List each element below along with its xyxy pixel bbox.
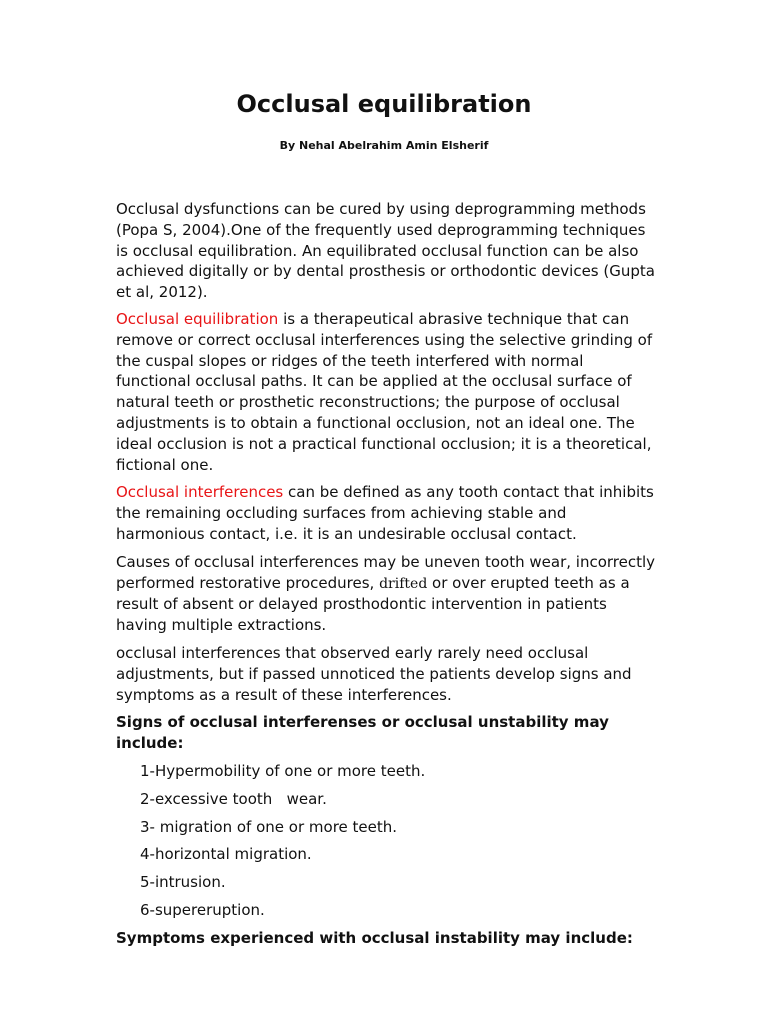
list-item: 1-Hypermobility of one or more teeth. <box>140 761 426 780</box>
document-body <box>116 199 656 956</box>
symptoms-heading: Symptoms experienced with occlusal instability may include: <box>116 928 633 947</box>
definition-text-interferences: can be defined as any tooth contact that inhibits the remaining occluding surfaces from achieving stable and harmonious contact, i.e. it is an undesirable occlusal contact. <box>116 483 654 543</box>
causes-text-end: or over erupted teeth as a result of absent or delayed prosthodontic intervention in patients having multiple extractions. <box>116 573 630 635</box>
intro-paragraph: Occlusal dysfunctions can be cured by using deprogramming methods (Popa S, 2004).One of the frequently used deprogramming techniques is occlusal equilibration. An equilibrated occlusal function can be also achieved digitally or by dental prosthesis or orthodontic devices (Gupta et al, 2012). <box>116 200 655 302</box>
list-item: 6-supereruption. <box>140 900 265 919</box>
signs-heading: Signs of occlusal interferenses or occlusal unstability may include: <box>116 713 609 753</box>
list-item: 5-intrusion. <box>140 873 226 892</box>
author-byline: By Nehal Abelrahim Amin Elsherif <box>279 139 489 152</box>
document-title: Occlusal equilibration <box>236 90 532 118</box>
causes-text-start: Causes of occlusal interferences may be uneven tooth wear, incorrectly performed restorative procedures, <box>116 552 656 592</box>
highlighted-term-interferences: Occlusal interferences <box>116 483 284 502</box>
list-item: 3- migration of one or more teeth. <box>140 817 398 836</box>
causes-serif-word: drifted <box>379 575 428 592</box>
list-item: 4-horizontal migration. <box>140 845 312 864</box>
highlighted-term-equilibration: Occlusal equilibration <box>116 309 279 328</box>
definition-paragraph-interferences <box>116 482 656 544</box>
definition-paragraph-equilibration <box>116 309 656 475</box>
signs-list <box>116 761 656 921</box>
list-item: 2-excessive tooth wear. <box>140 789 327 808</box>
early-detection-paragraph: occlusal interferences that observed early rarely need occlusal adjustments, but if passed unnoticed the patients develop signs and symptoms as a result of these interferences. <box>116 643 632 704</box>
definition-text-equilibration: is a therapeutical abrasive technique that can remove or correct occlusal interferences using the selective grinding of the cuspal slopes or ridges of the teeth interfered with normal functional occlusal paths. It can be applied at the occlusal surface of natural teeth or prosthetic reconstructions; the purpose of occlusal adjustments is to obtain a functional occlusion, not an ideal one. The ideal occlusion is not a practical functional occlusion; it is a theoretical, fictional one. <box>116 309 653 474</box>
causes-paragraph <box>116 552 656 636</box>
